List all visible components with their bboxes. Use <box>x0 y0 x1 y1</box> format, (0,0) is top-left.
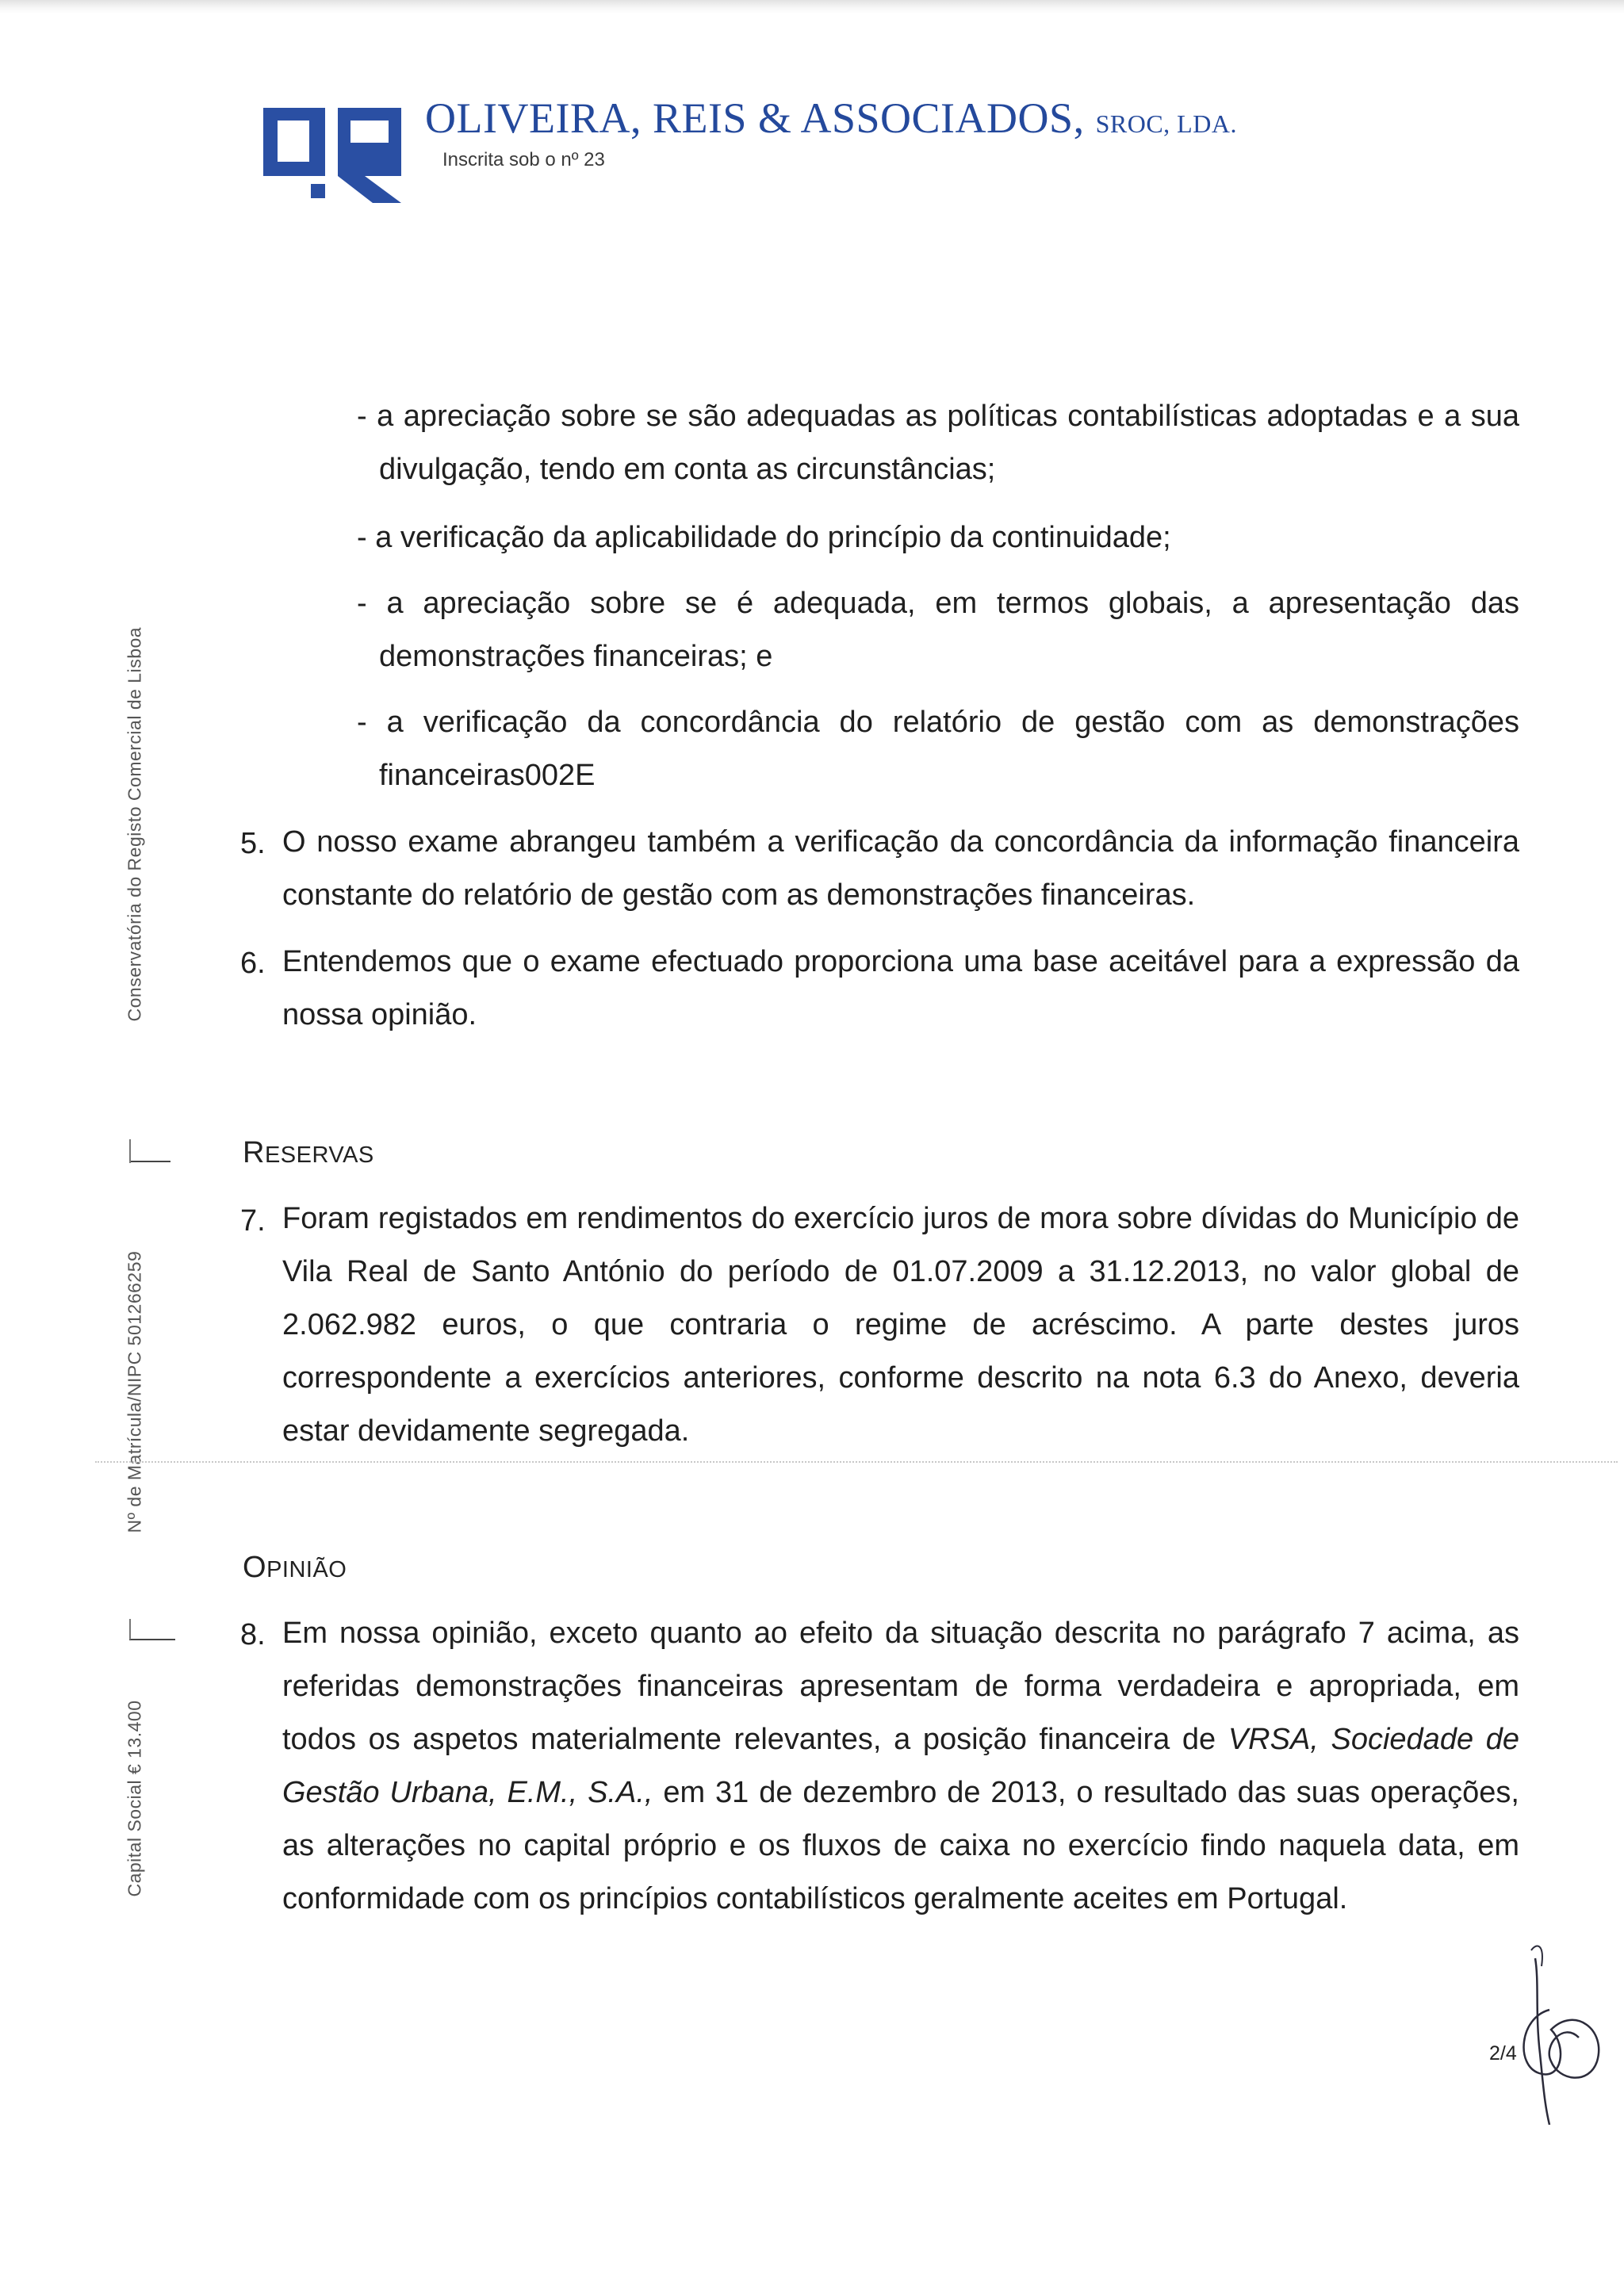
bullet-item: - a apreciação sobre se é adequada, em termos globais, a apresentação das demonstrações financeiras; e <box>357 587 1519 673</box>
paragraph-number: 7. <box>240 1204 266 1238</box>
bullet-item: - a verificação da concordância do relatório de gestão com as demonstrações financeiras002E <box>357 706 1519 792</box>
paragraph-number: 8. <box>240 1618 266 1651</box>
paragraph-number: 6. <box>240 947 266 980</box>
paragraph-8: Em nossa opinião, exceto quanto ao efeito da situação descrita no parágrafo 7 acima, as referidas demonstrações financeiras apresentam de forma verdadeira e apropriada, em todos os aspetos materialmente relevantes, a posição financeira de VRSA, Sociedade de Gestão Urbana, E.M., S.A., em 31 de dezembro de 2013, o resultado das suas operações, as alterações no capital próprio e os fluxos de caixa no exercício findo naquela data, em conformidade com os princípios contabilísticos geralmente aceites em Portugal. <box>282 1617 1520 1915</box>
fold-mark-top <box>129 1161 170 1162</box>
fold-mark-bottom <box>129 1639 175 1640</box>
paragraph-7: Foram registados em rendimentos do exercício juros de mora sobre dívidas do Município de Vila Real de Santo António do período de 01.07.2009 a 31.12.2013, no valor global de 2.062.982 euros, o que contraria o regime de acréscimo. A parte destes juros correspondente a exercícios anteriores, conforme descrito na nota 6.3 do Anexo, deveria estar devidamente segregada. <box>282 1202 1519 1448</box>
company-registration: Inscrita sob o nº 23 <box>442 149 605 170</box>
paragraph-5: O nosso exame abrangeu também a verificação da concordância da informação financeira constante do relatório de gestão com as demonstrações financeiras. <box>282 825 1519 912</box>
company-logo <box>262 101 404 203</box>
section-heading-opiniao: OPINIÃO <box>243 1551 347 1584</box>
margin-registry-text: Conservatória do Registo Comercial de Lisboa <box>124 626 145 1022</box>
paragraph-6: Entendemos que o exame efectuado proporciona uma base aceitável para a expressão da nossa opinião. <box>282 945 1519 1031</box>
company-name: OLIVEIRA, REIS & ASSOCIADOS, SROC, LDA. <box>425 94 1237 142</box>
paragraph-number: 5. <box>240 827 266 860</box>
signature-initials <box>1503 1934 1614 2125</box>
margin-rule-2 <box>129 1619 131 1640</box>
margin-rule-1 <box>129 1139 131 1163</box>
section-heading-reservas: RESERVAS <box>243 1136 374 1169</box>
page-number: 2/4 <box>1489 2042 1517 2064</box>
margin-capital-text: Capital Social € 13.400 <box>124 1700 145 1897</box>
scan-edge <box>0 0 1624 14</box>
bullet-item: - a verificação da aplicabilidade do princípio da continuidade; <box>357 521 1171 554</box>
company-suffix: SROC, LDA. <box>1095 109 1237 138</box>
margin-matricula-text: Nº de Matrícula/NIPC 501266259 <box>124 1250 145 1533</box>
bullet-item: - a apreciação sobre se são adequadas as políticas contabilísticas adoptadas e a sua divulgação, tendo em conta as circunstâncias; <box>357 400 1519 486</box>
scan-dotted-line <box>95 1461 1618 1463</box>
